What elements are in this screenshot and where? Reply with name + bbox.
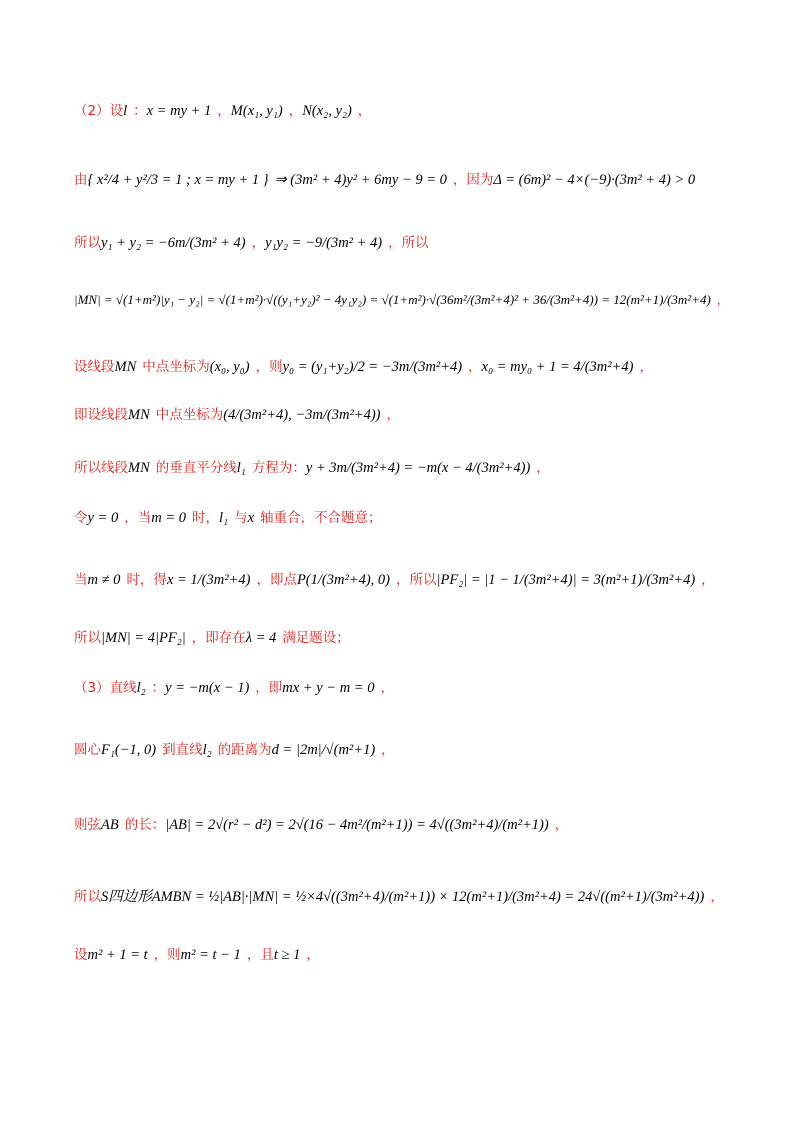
math-expression: |AB| = 2√(r² − d²) = 2√(16 − 4m²/(m²+1)) = 4√((3m²+4)/(m²+1))	[165, 817, 549, 833]
red-text: ，	[639, 359, 653, 375]
math-expression: l	[123, 103, 128, 119]
red-text: 所以	[74, 889, 101, 905]
math-expression: x₀ = my₀ + 1 = 4/(3m²+4)	[481, 359, 634, 375]
math-expression: P(1/(3m²+4), 0)	[296, 572, 391, 588]
line-2	[74, 170, 740, 190]
red-text: 令	[74, 510, 88, 526]
red-text: ，	[386, 407, 400, 423]
math-expression: x = 1/(3m²+4)	[166, 572, 251, 588]
red-text: 满足题设；	[282, 630, 350, 646]
math-expression: y + 3m/(3m²+4) = −m(x − 4/(3m²+4))	[305, 460, 531, 476]
red-text: ，当	[124, 510, 152, 526]
math-expression: l₁	[236, 460, 246, 476]
math-expression: y = −m(x − 1)	[165, 680, 250, 696]
red-text: ，	[217, 103, 231, 119]
math-expression: |MN| = √(1+m²)|y₁ − y₂| = √(1+m²)·√((y₁+y₂)² − 4y₁y₂) = √(1+m²)·√(36m²/(3m²+4)² + 36/(3m²+4)) = 12(m²+1)/(3m²+4)	[74, 292, 711, 307]
line-9	[74, 570, 740, 590]
math-expression: t ≥ 1	[273, 947, 301, 963]
line-7	[74, 458, 740, 478]
red-text: ，	[716, 293, 729, 307]
line-3	[74, 233, 740, 253]
red-text: ，	[701, 572, 715, 588]
red-text: 时，得	[126, 572, 167, 588]
red-text: ，即存在	[191, 630, 246, 646]
math-expression: M(x₁, y₁)	[230, 103, 283, 119]
math-expression: m² = t − 1	[180, 947, 241, 963]
math-expression: S四边形AMBN = ½|AB|·|MN| = ½×4√((3m²+4)/(m²+1)) × 12(m²+1)/(3m²+4) = 24√((m²+1)/(3m²+4))	[101, 889, 705, 905]
red-text: 的距离为	[217, 742, 272, 758]
red-text: ，则	[153, 947, 181, 963]
red-text: ，	[554, 817, 569, 833]
red-text: 则弦	[74, 817, 101, 833]
line-13	[74, 815, 740, 835]
math-expression: Δ = (6m)² − 4×(−9)·(3m² + 4) > 0	[493, 172, 696, 188]
red-text: ，	[381, 742, 395, 758]
math-expression: x = my + 1	[146, 103, 212, 119]
red-text: ，	[251, 235, 266, 251]
math-expression: λ = 4	[245, 630, 277, 646]
math-expression: l₁	[219, 510, 229, 526]
red-text: （2）设	[74, 103, 124, 119]
line-14	[74, 887, 740, 907]
math-expression: l₂	[202, 742, 212, 758]
line-4	[74, 290, 740, 310]
red-text: ：	[133, 103, 147, 119]
red-text: 设线段	[74, 359, 115, 375]
math-expression: y₁ + y₂ = −6m/(3m² + 4)	[101, 235, 246, 251]
red-text: 与	[234, 510, 248, 526]
red-text: 由	[74, 172, 88, 188]
red-text: ，	[468, 359, 482, 375]
math-expression: AB	[101, 817, 119, 833]
math-expression: { x²/4 + y²/3 = 1 ; x = my + 1 }	[87, 172, 269, 188]
line-11	[74, 678, 740, 698]
red-text: （3）直线	[74, 680, 137, 696]
math-expression: MN	[128, 460, 150, 476]
red-text: 即设线段	[74, 407, 128, 423]
red-text: ，	[536, 460, 550, 476]
line-1	[74, 101, 740, 121]
red-text: ，所以	[388, 235, 429, 251]
red-text: ，	[710, 889, 724, 905]
red-text: 轴重合，不合题意；	[260, 510, 382, 526]
math-expression: (4/(3m²+4), −3m/(3m²+4))	[223, 407, 381, 423]
line-12	[74, 740, 740, 760]
red-text: 的长：	[124, 817, 166, 833]
red-text: ，即点	[256, 572, 297, 588]
math-expression: m ≠ 0	[87, 572, 121, 588]
line-5	[74, 357, 740, 377]
red-text: 圆心	[74, 742, 101, 758]
math-expression: d = |2m|/√(m²+1)	[271, 742, 376, 758]
red-text: ，即	[255, 680, 283, 696]
red-text: ，	[357, 103, 372, 119]
math-expression: N(x₂, y₂)	[302, 103, 352, 119]
red-text: 中点坐标为	[155, 407, 224, 423]
red-text: ，	[306, 947, 320, 963]
red-text: 方程为：	[251, 460, 306, 476]
math-expression: F₁(−1, 0)	[101, 742, 157, 758]
line-8	[74, 508, 740, 528]
red-text: 设	[74, 947, 88, 963]
red-text: 所以	[74, 235, 101, 251]
math-expression: m = 0	[151, 510, 186, 526]
math-expression: x	[247, 510, 255, 526]
red-text: ，	[380, 680, 394, 696]
red-text: 中点坐标为	[142, 359, 210, 375]
red-text: 的垂直平分线	[155, 460, 237, 476]
red-text: 所以	[74, 630, 101, 646]
math-expression: (x₀, y₀)	[209, 359, 250, 375]
math-expression: y = 0	[87, 510, 119, 526]
red-text: ，	[288, 103, 303, 119]
line-10	[74, 628, 740, 648]
red-text: 当	[74, 572, 88, 588]
red-text: 到直线	[162, 742, 203, 758]
math-expression: l₂	[136, 680, 146, 696]
red-text: 所以线段	[74, 460, 128, 476]
math-expression: ⇒ (3m² + 4)y² + 6my − 9 = 0	[274, 172, 447, 188]
red-text: ，则	[255, 359, 283, 375]
math-expression: |MN| = 4|PF₂|	[101, 630, 186, 646]
line-6	[74, 405, 740, 425]
red-text: ：	[151, 680, 166, 696]
math-expression: mx + y − m = 0	[282, 680, 375, 696]
line-15	[74, 945, 740, 965]
math-expression: |PF₂| = |1 − 1/(3m²+4)| = 3(m²+1)/(3m²+4)	[436, 572, 696, 588]
math-expression: y₀ = (y₁+y₂)/2 = −3m/(3m²+4)	[282, 359, 463, 375]
math-expression: m² + 1 = t	[87, 947, 148, 963]
red-text: ，所以	[396, 572, 437, 588]
math-expression: y₁y₂ = −9/(3m² + 4)	[265, 235, 383, 251]
math-expression: MN	[114, 359, 137, 375]
red-text: ，因为	[452, 172, 494, 188]
math-expression: MN	[128, 407, 150, 423]
red-text: 时，	[192, 510, 219, 526]
red-text: ，且	[246, 947, 274, 963]
